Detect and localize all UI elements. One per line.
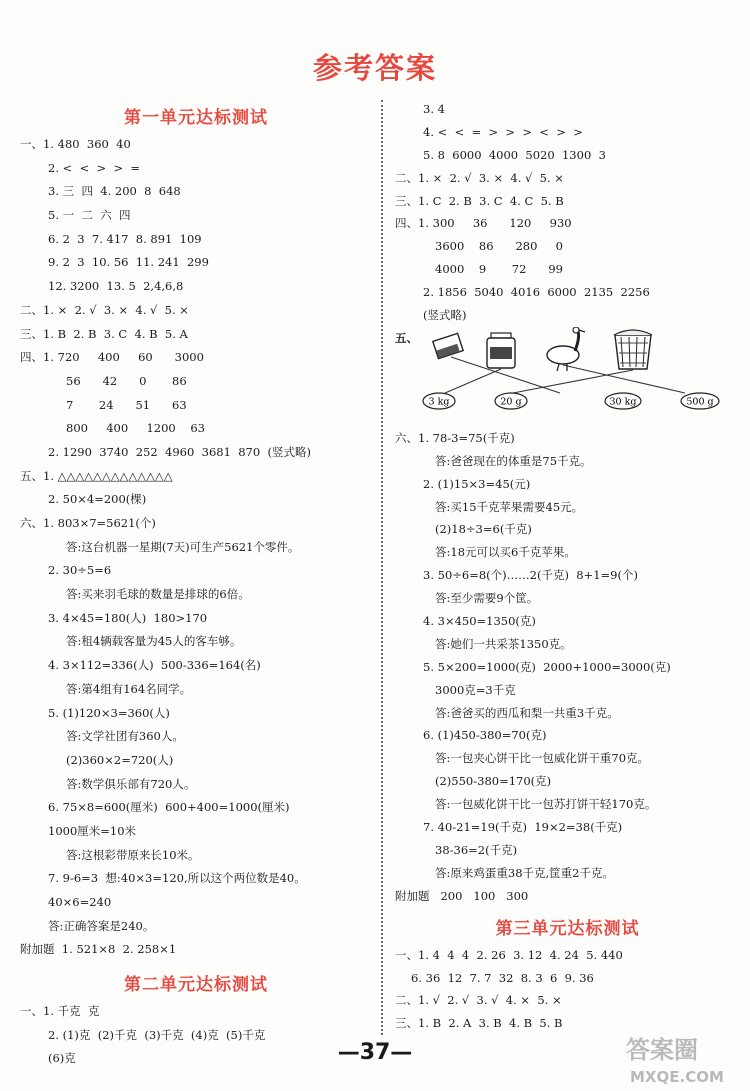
answer-line: 2. 30÷5=6 bbox=[48, 563, 112, 578]
answer-line: 一、1. 480 360 40 bbox=[20, 137, 131, 151]
answer-line: 4. 3×450=1350(克) bbox=[423, 614, 536, 629]
answer-line: 5. 8 6000 4000 5020 1300 3 bbox=[423, 147, 606, 162]
answer-line: 2. < < > > = bbox=[48, 160, 141, 175]
answer-line: 6. (1)450-380=70(克) bbox=[423, 728, 547, 743]
left-column bbox=[20, 103, 372, 1071]
weight-label-2: 20 g bbox=[500, 396, 522, 408]
answer-line: 答:她们一共采茶1350克。 bbox=[435, 636, 572, 651]
answer-line: 3. 50÷6=8(个)……2(千克) 8+1=9(个) bbox=[423, 568, 638, 583]
answer-line: 4. < < = > > > < > > bbox=[423, 124, 583, 139]
answer-line: 56 42 0 86 bbox=[66, 373, 187, 388]
answer-line: 7. 40-21=19(千克) 19×2=38(千克) bbox=[423, 820, 623, 835]
answer-line: 5. 5×200=1000(克) 2000+1000=3000(克) bbox=[423, 659, 671, 674]
unit2-continued-top bbox=[395, 98, 740, 327]
answer-line: 4. 3×112=336(人) 500-336=164(名) bbox=[48, 658, 261, 673]
answer-line: 四、1. 300 36 120 930 bbox=[395, 216, 572, 231]
page-number: —37— bbox=[337, 1040, 413, 1065]
basket-icon bbox=[614, 330, 652, 369]
answer-line: 答:买来羽毛球的数量是排球的6倍。 bbox=[66, 587, 250, 602]
answer-line: 二、1. × 2. √ 3. × 4. √ 5. × bbox=[395, 170, 564, 185]
answer-line: 答:一包夹心饼干比一包威化饼干重70克。 bbox=[435, 751, 650, 766]
answer-line: 5. 一 二 六 四 bbox=[48, 208, 131, 223]
answer-line: 答:数学俱乐部有720人。 bbox=[66, 776, 196, 791]
answer-line: 一、1. 4 4 4 2. 26 3. 12 4. 24 5. 440 bbox=[395, 947, 623, 962]
unit3-answers bbox=[395, 944, 740, 1036]
answer-line: (6)克 bbox=[48, 1051, 76, 1066]
answer-line: 答:买15千克苹果需要45元。 bbox=[435, 499, 584, 514]
answer-line: 答:爸爸现在的体重是75千克。 bbox=[435, 453, 592, 468]
weight-label-4: 500 g bbox=[686, 396, 714, 408]
answer-line: 2. (1)克 (2)千克 (3)千克 (4)克 (5)千克 bbox=[48, 1027, 266, 1042]
answer-line: 四、1. 720 400 60 3000 bbox=[20, 350, 204, 365]
answer-line: 三、1. B 2. B 3. C 4. B 5. A bbox=[20, 326, 188, 341]
answer-line: 答:租4辆载客量为45人的客车够。 bbox=[66, 634, 242, 649]
answer-line: (2)550-380=170(克) bbox=[435, 774, 552, 789]
answer-line: 9. 2 3 10. 56 11. 241 299 bbox=[48, 255, 209, 270]
answer-line: 答:第4组有164名同学。 bbox=[66, 681, 192, 696]
answer-line: 6. 2 3 7. 417 8. 891 109 bbox=[48, 231, 202, 246]
answer-line: 38-36=2(千克) bbox=[435, 842, 518, 857]
answer-line: 2. 1290 3740 252 4960 3681 870 (竖式略) bbox=[48, 444, 311, 459]
match-line-jar-3kg bbox=[445, 369, 501, 393]
answer-line: (2)18÷3=6(千克) bbox=[435, 522, 532, 537]
unit1-title: 第一单元达标测试 bbox=[124, 108, 268, 128]
answer-line: 7. 9-6=3 想:40×3=120,所以这个两位数是40。 bbox=[48, 871, 306, 886]
answer-line: 答:正确答案是240。 bbox=[48, 918, 155, 933]
answer-line: 答:一包威化饼干比一包苏打饼干轻170克。 bbox=[435, 797, 657, 812]
answer-line: 3. 4 bbox=[423, 102, 445, 116]
answer-line: 二、1. √ 2. √ 3. √ 4. × 5. × bbox=[395, 993, 562, 1008]
goose-icon bbox=[547, 327, 585, 371]
jar-icon bbox=[487, 333, 515, 368]
watermark-line1: 答案圈 bbox=[626, 1036, 698, 1064]
weight-label-3: 30 kg bbox=[609, 396, 637, 408]
answer-line: 40×6=240 bbox=[48, 895, 112, 909]
answer-line: 2. 1856 5040 4016 6000 2135 2256 bbox=[423, 285, 650, 300]
answer-line: 三、1. C 2. B 3. C 4. C 5. B bbox=[395, 193, 564, 208]
answer-line: 1000厘米=10米 bbox=[48, 823, 137, 838]
answer-line: 答:至少需要9个筐。 bbox=[435, 591, 539, 606]
answer-line: 7 24 51 63 bbox=[66, 397, 187, 412]
answer-line: 3. 三 四 4. 200 8 648 bbox=[48, 184, 181, 199]
matching-figure bbox=[395, 327, 740, 427]
unit1-answers bbox=[20, 133, 372, 962]
watermark-logo bbox=[622, 1030, 747, 1088]
answer-line: 3. 4×45=180(人) 180>170 bbox=[48, 610, 208, 625]
answer-line: 答:这台机器一星期(7天)可生产5621个零件。 bbox=[66, 539, 300, 554]
unit3-title: 第三单元达标测试 bbox=[495, 918, 640, 939]
answer-line: 6. 75×8=600(厘米) 600+400=1000(厘米) bbox=[48, 800, 290, 815]
match-line-basket-30kg bbox=[513, 370, 633, 393]
answer-line: (竖式略) bbox=[423, 308, 467, 323]
unit2-continued-bottom bbox=[395, 427, 740, 908]
answer-line: 4000 9 72 99 bbox=[435, 262, 563, 277]
page-title: 参考答案 bbox=[312, 51, 437, 85]
answer-line: 5. (1)120×3=360(人) bbox=[48, 705, 170, 720]
answer-line: 2. 50×4=200(棵) bbox=[48, 492, 147, 507]
answer-line: 三、1. B 2. A 3. B 4. B 5. B bbox=[395, 1016, 563, 1031]
answer-line: 附加题 1. 521×8 2. 258×1 bbox=[20, 942, 177, 957]
answer-line: 3600 86 280 0 bbox=[435, 239, 563, 254]
eraser-icon bbox=[433, 333, 463, 358]
answer-line: 800 400 1200 63 bbox=[66, 421, 205, 436]
answer-line: 答:文学社团有360人。 bbox=[66, 729, 184, 744]
weight-label-1: 3 kg bbox=[428, 396, 450, 408]
answer-line: 答:18元可以买6千克苹果。 bbox=[435, 545, 576, 560]
section-five-label: 五、 bbox=[395, 330, 418, 345]
answer-line: 附加题 200 100 300 bbox=[395, 888, 529, 903]
matching-diagram bbox=[415, 327, 735, 427]
answer-line: 一、1. 千克 克 bbox=[20, 1004, 100, 1019]
answer-line: 2. (1)15×3=45(元) bbox=[423, 476, 531, 491]
column-divider bbox=[381, 100, 383, 1035]
answer-line: 五、1. △△△△△△△△△△△△△ bbox=[20, 468, 173, 483]
answer-line: 答:爸爸买的西瓜和梨一共重3千克。 bbox=[435, 705, 619, 720]
answer-line: 六、1. 78-3=75(千克) bbox=[395, 430, 515, 445]
answer-line: (2)360×2=720(人) bbox=[66, 752, 174, 767]
answer-line: 答:原来鸡蛋重38千克,筐重2千克。 bbox=[435, 865, 614, 880]
answer-line: 3000克=3千克 bbox=[435, 682, 516, 697]
watermark-line2: MXQE.COM bbox=[630, 1068, 724, 1086]
answer-line: 12. 3200 13. 5 2,4,6,8 bbox=[48, 279, 184, 294]
answer-line: 六、1. 803×7=5621(个) bbox=[20, 516, 156, 530]
answer-line: 二、1. × 2. √ 3. × 4. √ 5. × bbox=[20, 302, 189, 317]
answer-line: 答:这根彩带原来长10米。 bbox=[66, 847, 200, 862]
answer-line: 6. 36 12 7. 7 32 8. 3 6 9. 36 bbox=[411, 970, 594, 985]
unit2-title: 第二单元达标测试 bbox=[124, 975, 268, 996]
right-column bbox=[395, 98, 740, 1035]
